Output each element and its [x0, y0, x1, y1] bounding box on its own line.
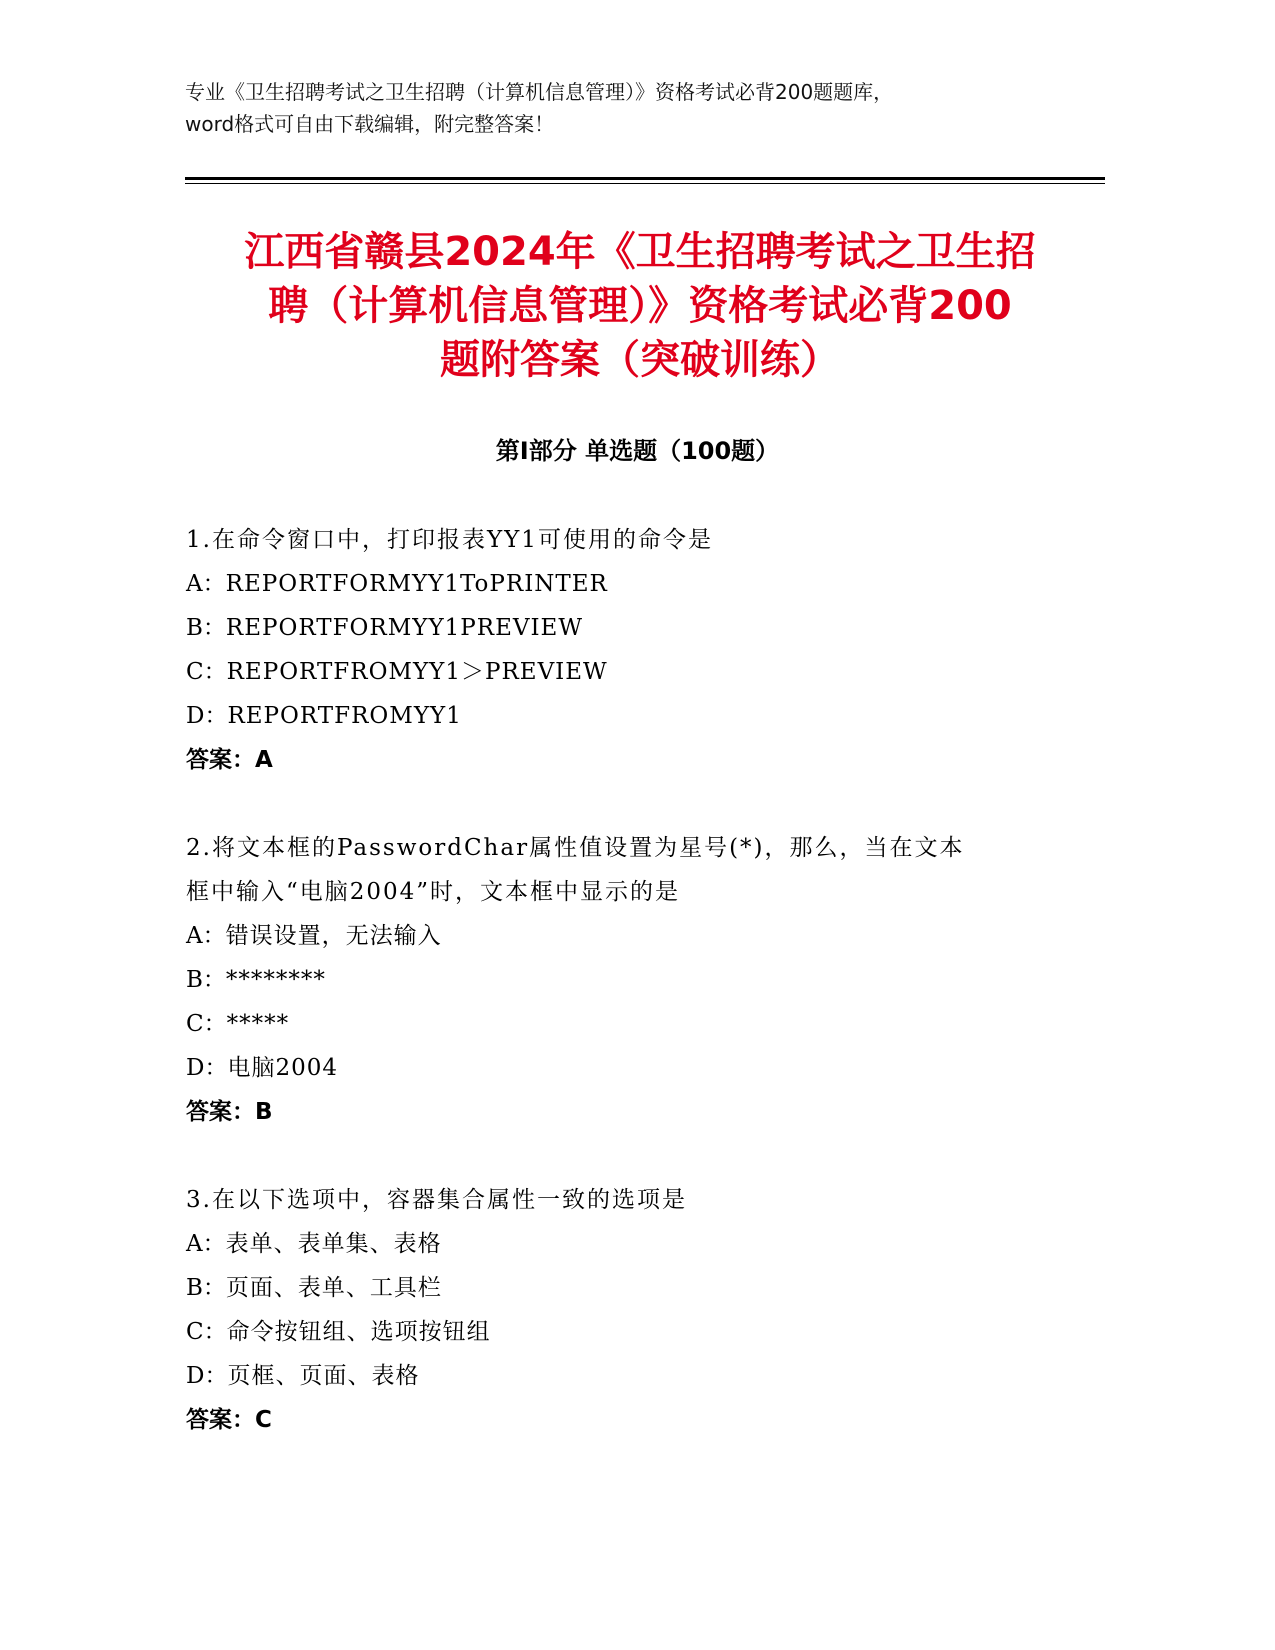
option-letter: C：: [186, 1011, 227, 1037]
option-letter: A：: [186, 571, 226, 597]
option-c: [186, 650, 1086, 694]
option-d: [186, 694, 1086, 738]
option-a: [186, 1222, 1086, 1266]
header-divider-thin: [185, 183, 1105, 184]
option-text: 页面、表单、工具栏: [225, 1275, 442, 1301]
header-divider: [185, 177, 1105, 180]
title-line: 题附答案（突破训练）: [440, 337, 840, 383]
title-line: 江西省赣县2024年《卫生招聘考试之卫生招: [244, 229, 1036, 275]
option-text: REPORTFROMYY1: [227, 703, 462, 729]
question-stem: [186, 518, 1086, 562]
option-letter: C：: [186, 659, 227, 685]
option-text: 电脑2004: [227, 1055, 338, 1081]
question-stem-line: 2.将文本框的PasswordChar属性值设置为星号(*)，那么，当在文本: [186, 835, 965, 861]
question-stem-line: 框中输入“电脑2004”时，文本框中显示的是: [186, 879, 681, 905]
title-line: 聘（计算机信息管理）》资格考试必背200: [268, 283, 1012, 329]
question-item: [186, 826, 1086, 1134]
option-letter: B：: [186, 615, 226, 641]
option-letter: A：: [186, 923, 226, 949]
option-letter: A：: [186, 1231, 226, 1257]
option-a: [186, 914, 1086, 958]
option-text: REPORTFROMYY1＞PREVIEW: [226, 659, 608, 685]
option-d: [186, 1046, 1086, 1090]
answer-line: 答案：A: [186, 747, 273, 773]
question-list: [186, 518, 1086, 1486]
option-text: 错误设置，无法输入: [225, 923, 442, 949]
option-letter: C：: [186, 1319, 227, 1345]
option-letter: B：: [186, 967, 226, 993]
question-stem-line: 3.在以下选项中，容器集合属性一致的选项是: [186, 1187, 687, 1213]
option-letter: D：: [186, 1363, 228, 1389]
document-title: [160, 225, 1120, 387]
option-text: 表单、表单集、表格: [225, 1231, 442, 1257]
header-note-line: word格式可自由下载编辑，附完整答案！: [185, 112, 555, 136]
option-letter: D：: [186, 703, 228, 729]
option-text: 页框、页面、表格: [227, 1363, 420, 1389]
answer-line: 答案：B: [186, 1099, 273, 1125]
question-stem: [186, 1178, 1086, 1222]
header-note: [185, 76, 1085, 140]
question-item: [186, 518, 1086, 782]
option-b: [186, 1266, 1086, 1310]
option-b: [186, 606, 1086, 650]
option-text: 命令按钮组、选项按钮组: [226, 1319, 491, 1345]
option-a: [186, 562, 1086, 606]
question-stem-line: 1.在命令窗口中，打印报表YY1可使用的命令是: [186, 527, 713, 553]
question-item: [186, 1178, 1086, 1442]
option-c: [186, 1002, 1086, 1046]
section-heading: 第Ⅰ部分 单选题（100题）: [495, 437, 780, 465]
question-stem: [186, 826, 1086, 914]
header-note-line: 专业《卫生招聘考试之卫生招聘（计算机信息管理）》资格考试必背200题题库，: [185, 80, 894, 104]
option-text: REPORTFORMYY1ToPRINTER: [225, 571, 608, 597]
answer-line: 答案：C: [186, 1407, 272, 1433]
option-b: [186, 958, 1086, 1002]
option-c: [186, 1310, 1086, 1354]
option-text: ********: [225, 967, 326, 993]
option-text: REPORTFORMYY1PREVIEW: [225, 615, 583, 641]
option-text: *****: [226, 1011, 290, 1037]
option-letter: D：: [186, 1055, 228, 1081]
option-letter: B：: [186, 1275, 226, 1301]
option-d: [186, 1354, 1086, 1398]
